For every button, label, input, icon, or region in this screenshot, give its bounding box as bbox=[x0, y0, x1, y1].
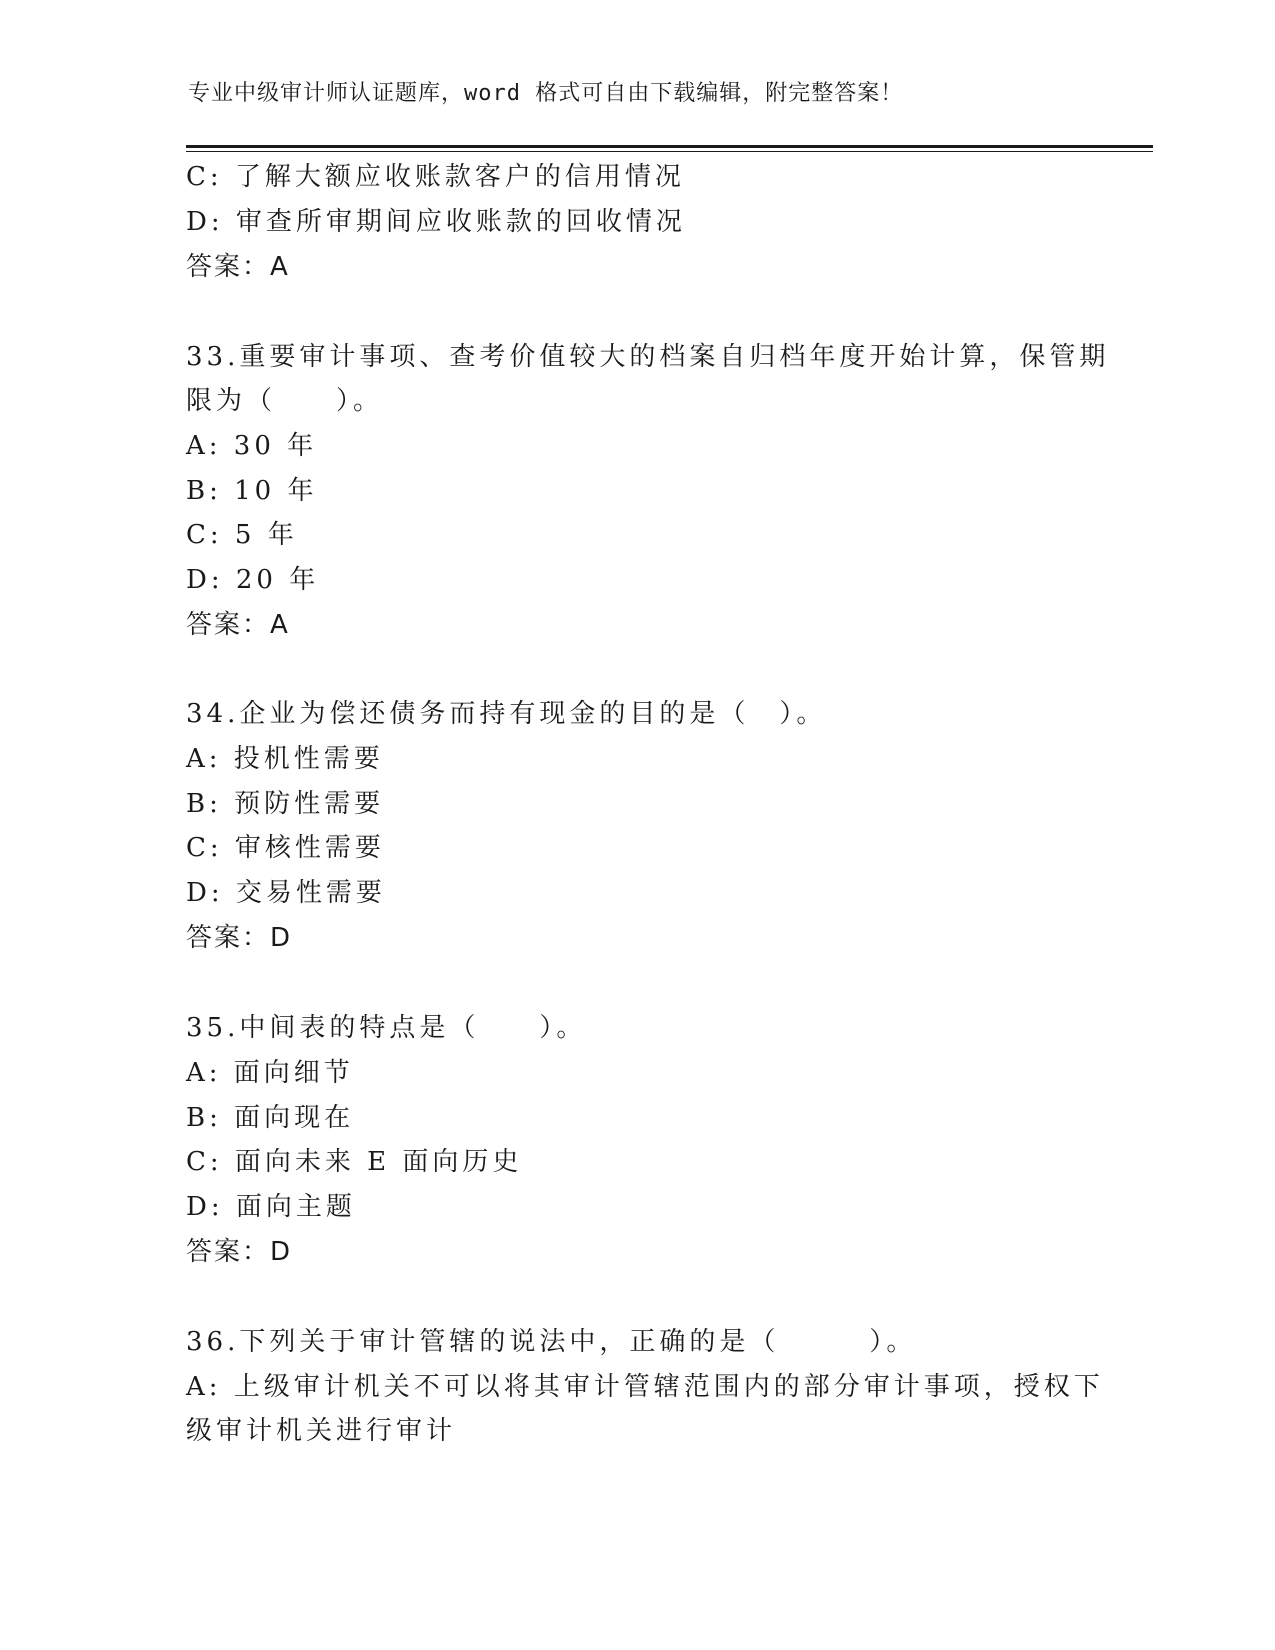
q33-question-line1: 33.重要审计事项、查考价值较大的档案自归档年度开始计算，保管期 bbox=[186, 342, 1110, 372]
q35-option-a: A: 面向细节 bbox=[186, 1058, 354, 1088]
q35-option-d: D: 面向主题 bbox=[186, 1192, 356, 1222]
q33-option-a: A: 30 年 bbox=[186, 431, 318, 461]
q34-option-a: A: 投机性需要 bbox=[186, 744, 384, 774]
q32-option-c: C: 了解大额应收账款客户的信用情况 bbox=[186, 162, 685, 192]
q33-question-line2: 限为（ ）。 bbox=[186, 386, 384, 416]
q36-question: 36.下列关于审计管辖的说法中，正确的是（ ）。 bbox=[186, 1327, 917, 1357]
q33-option-b: B: 10 年 bbox=[186, 476, 318, 506]
header-rule-thick bbox=[186, 145, 1153, 148]
q33-option-c: C: 5 年 bbox=[186, 520, 298, 550]
q34-option-d: D: 交易性需要 bbox=[186, 878, 386, 908]
q32-answer: 答案：A bbox=[186, 252, 290, 282]
q36-option-a-line2: 级审计机关进行审计 bbox=[186, 1416, 457, 1446]
q34-answer: 答案：D bbox=[186, 923, 293, 953]
q35-option-b: B: 面向现在 bbox=[186, 1103, 355, 1133]
q36-option-a-line1: A: 上级审计机关不可以将其审计管辖范围内的部分审计事项，授权下 bbox=[186, 1372, 1104, 1402]
q34-option-c: C: 审核性需要 bbox=[186, 833, 385, 863]
q33-option-d: D: 20 年 bbox=[186, 565, 320, 595]
q35-question: 35.中间表的特点是（ ）。 bbox=[186, 1013, 587, 1043]
q34-question: 34.企业为偿还债务而持有现金的目的是（ ）。 bbox=[186, 699, 827, 729]
q34-option-b: B: 预防性需要 bbox=[186, 789, 385, 819]
q33-answer: 答案：A bbox=[186, 610, 290, 640]
header-rule-thin bbox=[186, 151, 1153, 152]
q32-option-d: D: 审查所审期间应收账款的回收情况 bbox=[186, 207, 686, 237]
page-header: 专业中级审计师认证题库，word 格式可自由下载编辑，附完整答案！ bbox=[188, 81, 904, 106]
q35-answer: 答案：D bbox=[186, 1237, 293, 1267]
q35-option-c: C: 面向未来 E 面向历史 bbox=[186, 1147, 523, 1177]
